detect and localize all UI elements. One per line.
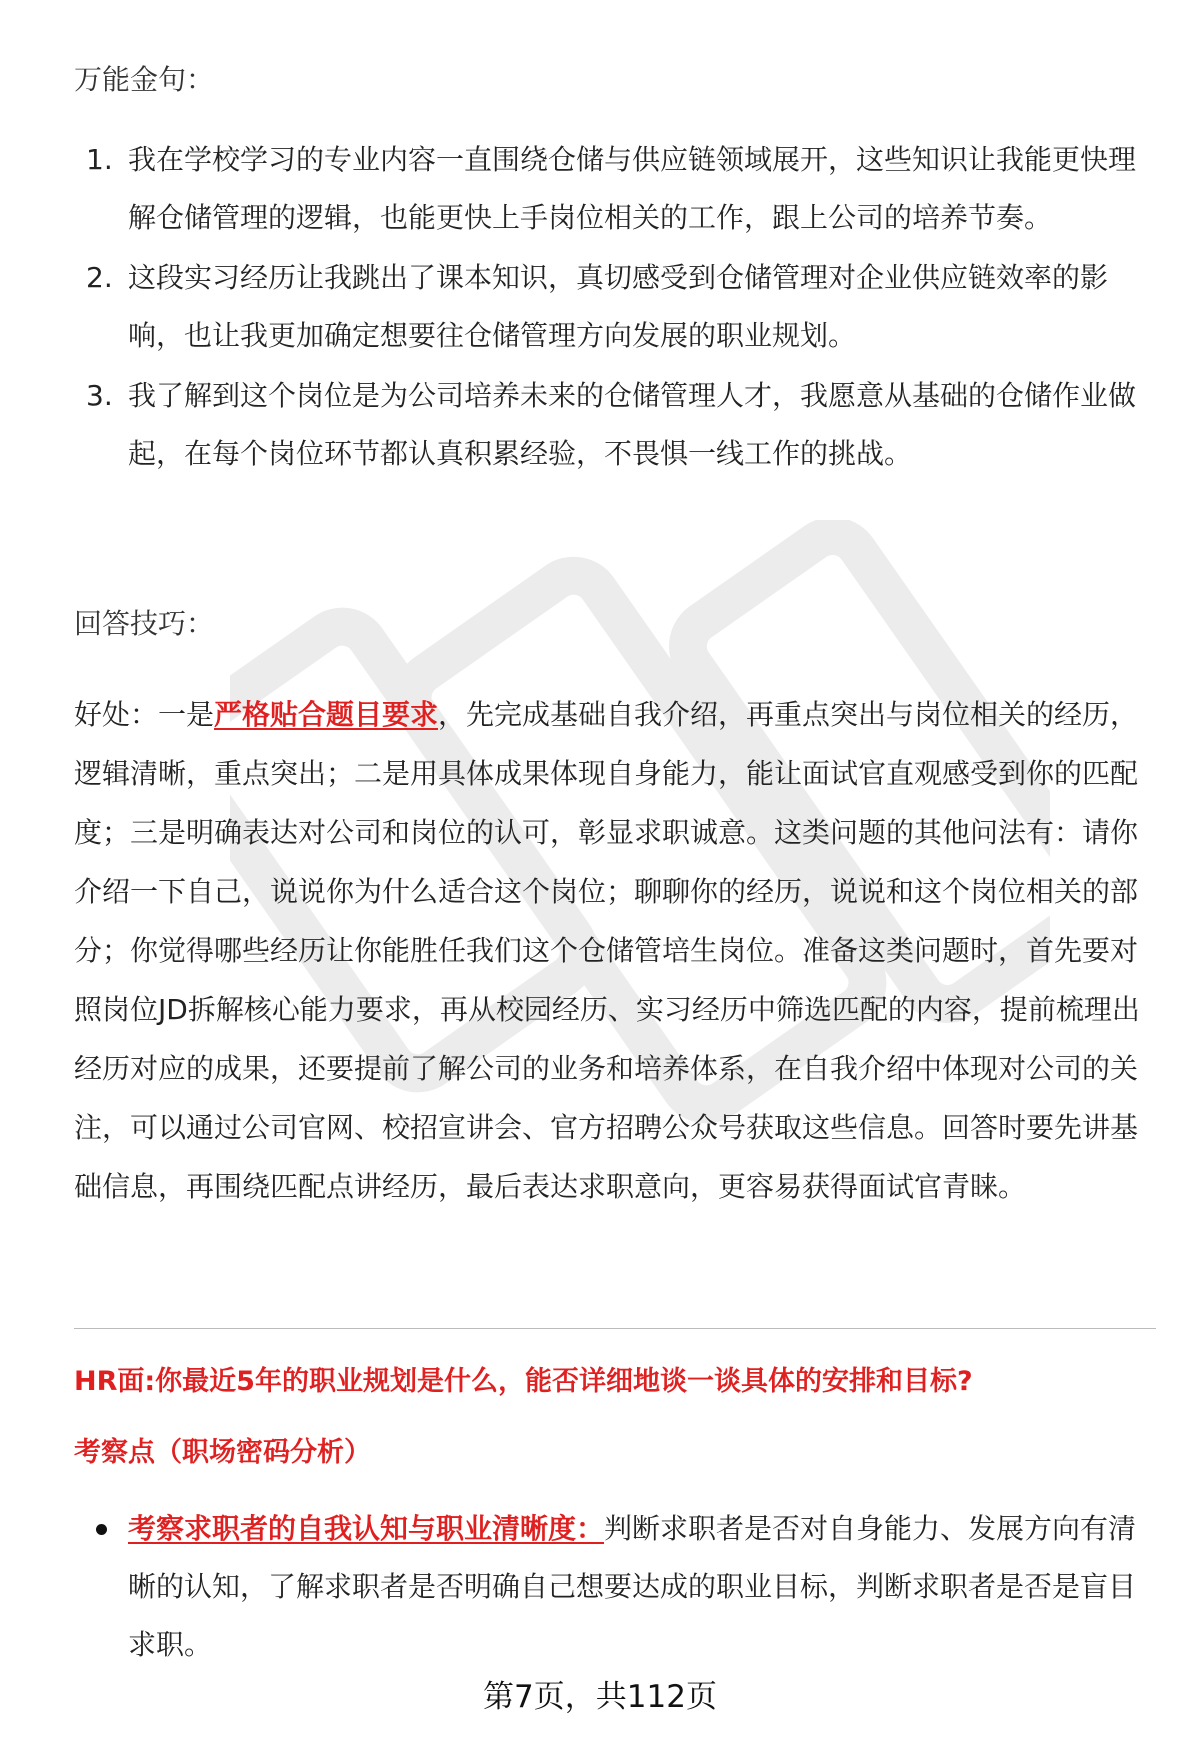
page-number-footer: 第7页，共112页 — [483, 1679, 717, 1715]
list-item — [74, 249, 1154, 365]
bullet-item — [74, 1500, 1154, 1674]
bullet-text: 判断求职者是否对自身能力、发展方向有清晰的认知，了解求职者是否明确自己想要达成的职业目标，判断求职者是否是盲目求职。 — [128, 1512, 1137, 1661]
list-item-text: 这段实习经历让我跳出了课本知识，真切感受到仓储管理对企业供应链效率的影响，也让我更加确定想要往仓储管理方向发展的职业规划。 — [128, 261, 1109, 352]
list-item — [74, 131, 1154, 247]
list-item-number: 1. — [86, 143, 113, 176]
bullet-dot-icon — [96, 1524, 107, 1535]
list-item-number: 3. — [86, 379, 113, 412]
section-divider — [74, 1328, 1156, 1329]
answer-tips-label: 回答技巧： — [74, 607, 215, 640]
hr-question-title: HR面:你最近5年的职业规划是什么，能否详细地谈一谈具体的安排和目标? — [74, 1366, 973, 1397]
list-item-text: 我在学校学习的专业内容一直围绕仓储与供应链领域展开，这些知识让我能更快理解仓储管理的逻辑，也能更快上手岗位相关的工作，跟上公司的培养节奏。 — [128, 143, 1137, 234]
bullet-highlight: 考察求职者的自我认知与职业清晰度： — [128, 1512, 605, 1545]
list-item-number: 2. — [86, 261, 113, 294]
universal-phrases-label: 万能金句： — [74, 63, 215, 96]
universal-phrases-list — [74, 131, 1154, 485]
answer-tips-body: ，先完成基础自我介绍，再重点突出与岗位相关的经历，逻辑清晰，重点突出；二是用具体成果体现自身能力，能让面试官直观感受到你的匹配度；三是明确表达对公司和岗位的认可，彰显求职诚意。这类问题的其他问法有：请你介绍一下自己，说说你为什么适合这个岗位；聊聊你的经历，说说和这个岗位相关的部分；你觉得哪些经历让你能胜任我们这个仓储管培生岗位。准备这类问题时，首先要对照岗位JD拆解核心能力要求，再从校园经历、实习经历中筛选匹配的内容，提前梳理出经历对应的成果，还要提前了解公司的业务和培养体系，在自我介绍中体现对公司的关注，可以通过公司官网、校招宣讲会、官方招聘公众号获取这些信息。回答时要先讲基础信息，再围绕匹配点讲经历，最后表达求职意向，更容易获得面试官青睐。 — [74, 698, 1140, 1203]
assessment-bullet-list — [74, 1500, 1154, 1674]
list-item — [74, 367, 1154, 483]
answer-tips-prefix: 好处：一是 — [74, 698, 215, 731]
answer-tips-paragraph — [74, 685, 1154, 1216]
list-item-text: 我了解到这个岗位是为公司培养未来的仓储管理人才，我愿意从基础的仓储作业做起，在每个岗位环节都认真积累经验，不畏惧一线工作的挑战。 — [128, 379, 1137, 470]
assessment-heading: 考察点（职场密码分析） — [74, 1437, 371, 1468]
answer-tips-highlight: 严格贴合题目要求 — [214, 698, 439, 731]
